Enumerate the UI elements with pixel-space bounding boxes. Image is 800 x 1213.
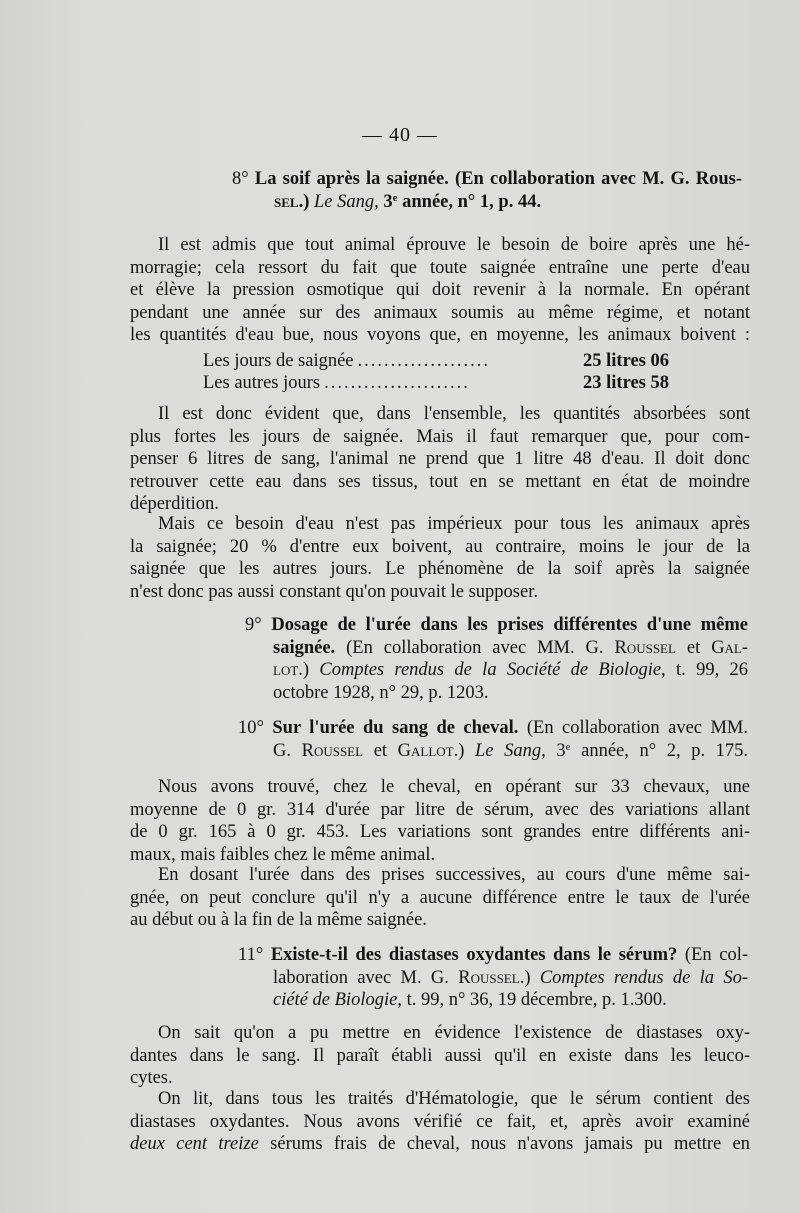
section-8-title: La soif après la saignée. (En collaboration avec M. G. Rous- xyxy=(254,169,743,189)
paragraph-7: On lit, dans tous les traités d'Hématologie, que le sérum contient des diastases oxydantes. Nous avons vérifié ce fait, et, après avoir examiné deux cent treize sérums frais de cheval, nous n'avons jamais pu mettre en xyxy=(130,1089,751,1155)
paragraph-2: Il est donc évident que, dans l'ensemble, les quantités absorbées sont plus fortes les jours de saignée. Mais il faut remarquer que, pour com- penser 6 litres de sang, l'animal ne prend que 1 litre 48 d'eau. Il doit donc retrouver cette eau dans ses tissus, tout en se mettant en état de moindre déperdition. xyxy=(130,404,750,515)
page-number: — 40 — xyxy=(362,124,438,146)
section-9-heading: 9° Dosage de l'urée dans les prises différentes d'une même saignée. (En collaboration avec MM. G. Roussel et Gal- lot.) Comptes rendus de la Société de Biologie, t. 99, 26 octobre 1928, n° 29, p. 1203. xyxy=(245,615,749,703)
paragraph-3: Mais ce besoin d'eau n'est pas impérieux pour tous les animaux après la saignée; 20 % d'entre eux boivent, au contraire, moins le jour de la saignée que les autres jours. Le phénomène de la soif après la saignée n'est donc pas aussi constant qu'on pouvait le supposer. xyxy=(130,514,750,602)
section-11-heading: 11° Existe-t-il des diastases oxydantes dans le sérum? (En col- laboration avec M. G. Roussel.) Comptes rendus de la So- ciété de Biologie, t. 99, n° 36, 19 décembre, p. 1.300. xyxy=(238,945,749,1011)
paragraph-1: Il est admis que tout animal éprouve le besoin de boire après une hé- morragie; cela ressort du fait que toute saignée entraîne une perte d'eau et élève la pression osmotique qui doit revenir à la normale. En opérant pendant une année sur des animaux soumis au même régime, et notant les quantités d'eau bue, nous voyons que, en moyenne, les animaux boivent : xyxy=(130,235,750,346)
paragraph-4: Nous avons trouvé, chez le cheval, en opérant sur 33 chevaux, une moyenne de 0 gr. 314 d'urée par litre de sérum, avec des variations allant de 0 gr. 165 à 0 gr. 453. Les variations sont grandes entre différents ani- maux, mais faibles chez le même animal. xyxy=(130,777,750,865)
section-11-number: 11° xyxy=(238,945,264,965)
table-row: Les jours de saignée .................... 25 litres 06 xyxy=(203,351,669,371)
journal-name: Le Sang, xyxy=(313,191,379,212)
section-10-number: 10° xyxy=(238,718,264,738)
table-row: Les autres jours ...................... 23 litres 58 xyxy=(203,373,669,393)
paragraph-5: En dosant l'urée dans des prises successives, au cours d'une même sai- gnée, on peut conclure qu'il n'y a aucune différence entre le taux de l'urée au début ou à la fin de la même saignée. xyxy=(130,865,750,931)
paragraph-6: On sait qu'on a pu mettre en évidence l'existence de diastases oxy- dantes dans le sang. Il paraît établi aussi qu'il en existe dans les leuco- cytes. xyxy=(130,1023,750,1089)
section-10-heading: 10° Sur l'urée du sang de cheval. (En collaboration avec MM. G. Roussel et Gallot.) Le Sang, 3e année, n° 2, p. 175. xyxy=(238,718,749,761)
section-8-heading: 8° La soif après la saignée. (En collaboration avec M. G. Rous- sel.) Le Sang, 3e année, n° 1, p. 44. xyxy=(232,169,743,212)
section-8-number: 8° xyxy=(232,169,249,189)
section-9-number: 9° xyxy=(245,615,262,635)
water-table xyxy=(203,350,669,394)
